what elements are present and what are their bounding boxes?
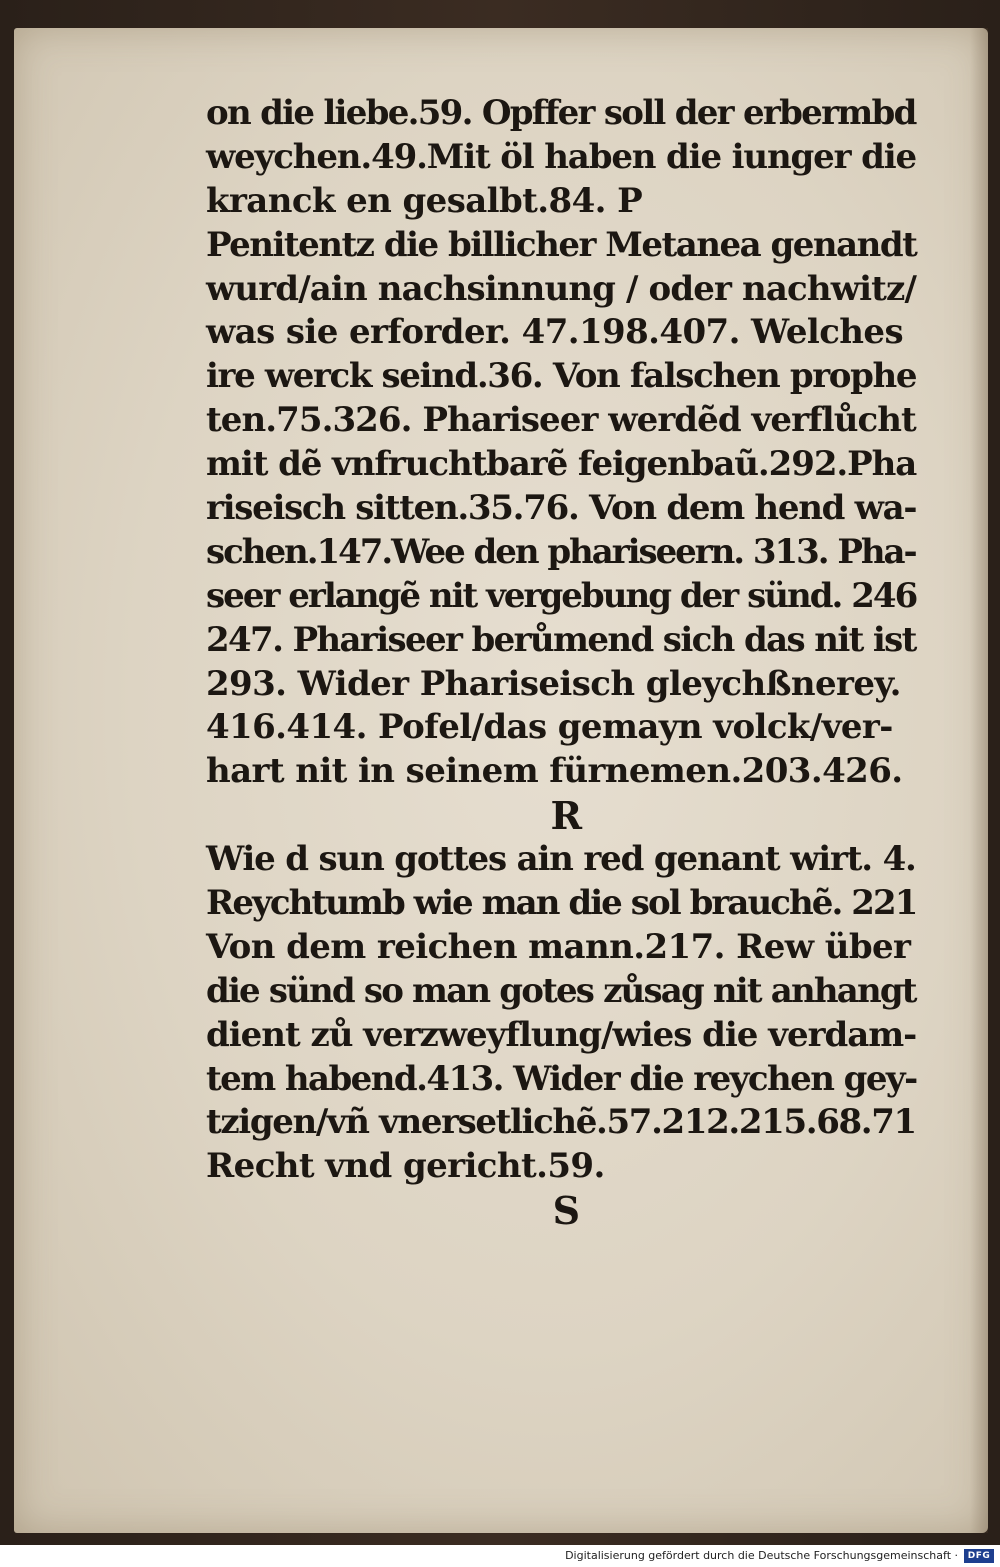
text-line: 247. Phariseer berůmend sich das nit ist [206, 619, 916, 660]
text-line: dient zů verzweyflung/wies die verdam- [206, 1014, 917, 1055]
text-line: weychen.49.Mit öl haben die iunger die [206, 136, 916, 177]
text-line: ire werck seind.36. Von falschen prophe [206, 356, 917, 397]
index-text [206, 92, 916, 1233]
text-line: Wie d sun gottes ain red genant wirt. 4. [206, 839, 916, 880]
text-line: tem habend.413. Wider die reychen gey- [206, 1058, 917, 1099]
footer-credit: Digitalisierung gefördert durch die Deutsche Forschungsgemeinschaft · [565, 1549, 958, 1562]
text-line: kranck en gesalbt.84. P [206, 180, 643, 221]
text-line: Reychtumb wie man die sol brauchẽ. 221 [206, 883, 917, 924]
text-line: mit dẽ vnfruchtbarẽ feigenbaũ.292.Pha [206, 444, 917, 485]
text-line: 416.414. Pofel/das gemayn volck/ver- [206, 707, 893, 748]
text-line: Penitentz die billicher Metanea genandt [206, 224, 917, 265]
text-line: wurd/ain nachsinnung / oder nachwitz/ [206, 268, 916, 309]
page-edge-shadow [970, 28, 988, 1533]
text-line: schen.147.Wee den phariseern. 313. Pha- [206, 531, 916, 572]
text-line: ten.75.326. Phariseer werdẽd verflůcht [206, 400, 916, 441]
text-line: tzigen/vñ vnersetlichẽ.57.212.215.68.71 [206, 1102, 916, 1143]
text-line: seer erlangẽ nit vergebung der sünd. 246 [206, 575, 917, 616]
section-letter-s: S [552, 1188, 580, 1234]
text-line: Von dem reichen mann.217. Rew über [206, 926, 911, 967]
text-line: riseisch sitten.35.76. Von dem hend wa- [206, 488, 917, 529]
text-line: Recht vnd gericht.59. [206, 1146, 605, 1187]
text-line: on die liebe.59. Opffer soll der erbermbd [206, 93, 916, 133]
footer-bar [0, 1545, 1000, 1567]
section-letter-r: R [550, 793, 582, 839]
dfg-logo-icon: DFG [964, 1549, 994, 1563]
text-line: 293. Wider Phariseisch gleychßnerey. [206, 663, 901, 704]
text-line: was sie erforder. 47.198.407. Welches [206, 312, 903, 353]
text-line: die sünd so man gotes zůsag nit anhangt [206, 970, 916, 1011]
text-line: hart nit in seinem fürnemen.203.426. [206, 751, 903, 792]
